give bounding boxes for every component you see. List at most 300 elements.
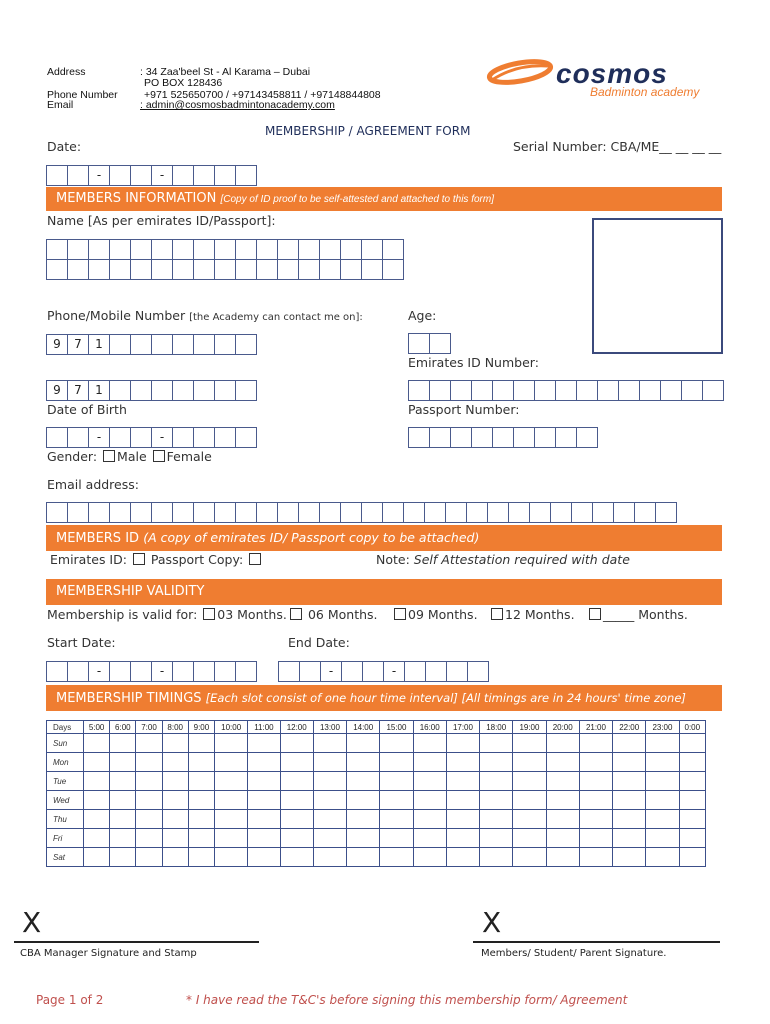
time-slot-cell[interactable] — [480, 753, 513, 772]
time-slot-cell[interactable] — [546, 753, 579, 772]
time-slot-cell[interactable] — [579, 734, 612, 753]
phone-boxes-2[interactable] — [46, 380, 256, 401]
name-box[interactable] — [67, 239, 89, 260]
time-slot-cell[interactable] — [579, 829, 612, 848]
time-slot-cell[interactable] — [248, 753, 280, 772]
dob-box[interactable] — [172, 427, 194, 448]
time-slot-cell[interactable] — [646, 810, 679, 829]
date-box[interactable] — [67, 165, 89, 186]
start-date-box[interactable] — [67, 661, 89, 682]
phone-box[interactable] — [193, 334, 215, 355]
emirates-id-box[interactable] — [702, 380, 724, 401]
age-box[interactable] — [429, 333, 451, 354]
name-box[interactable] — [298, 239, 320, 260]
email-box[interactable] — [193, 502, 215, 523]
start-date-box[interactable] — [172, 661, 194, 682]
start-date-box[interactable] — [109, 661, 131, 682]
time-slot-cell[interactable] — [380, 734, 413, 753]
time-slot-cell[interactable] — [188, 848, 214, 867]
passport-box[interactable] — [513, 427, 535, 448]
emirates-id-box[interactable] — [471, 380, 493, 401]
time-slot-cell[interactable] — [646, 848, 679, 867]
time-slot-cell[interactable] — [84, 829, 110, 848]
phone-boxes[interactable] — [46, 334, 256, 355]
time-slot-cell[interactable] — [215, 810, 248, 829]
time-slot-cell[interactable] — [84, 791, 110, 810]
age-box[interactable] — [408, 333, 430, 354]
start-date-boxes[interactable] — [46, 661, 256, 682]
phone-box[interactable] — [130, 334, 152, 355]
emirates-id-box[interactable] — [513, 380, 535, 401]
time-slot-cell[interactable] — [280, 772, 313, 791]
time-slot-cell[interactable] — [446, 791, 479, 810]
end-date-box[interactable] — [404, 661, 426, 682]
time-slot-cell[interactable] — [513, 791, 546, 810]
name-box[interactable] — [319, 259, 341, 280]
email-box[interactable] — [445, 502, 467, 523]
time-slot-cell[interactable] — [280, 734, 313, 753]
name-box[interactable] — [298, 259, 320, 280]
phone-box[interactable] — [130, 380, 152, 401]
end-date-box[interactable] — [446, 661, 468, 682]
time-slot-cell[interactable] — [513, 772, 546, 791]
time-slot-cell[interactable] — [513, 810, 546, 829]
male-checkbox[interactable] — [103, 450, 115, 462]
phone-box[interactable] — [151, 334, 173, 355]
time-slot-cell[interactable] — [188, 734, 214, 753]
time-slot-cell[interactable] — [313, 829, 346, 848]
time-slot-cell[interactable] — [679, 848, 705, 867]
phone-box[interactable] — [235, 334, 257, 355]
time-slot-cell[interactable] — [613, 791, 646, 810]
name-box[interactable] — [277, 239, 299, 260]
time-slot-cell[interactable] — [446, 810, 479, 829]
email-box[interactable] — [466, 502, 488, 523]
time-slot-cell[interactable] — [446, 772, 479, 791]
date-box[interactable] — [235, 165, 257, 186]
time-slot-cell[interactable] — [413, 829, 446, 848]
time-slot-cell[interactable] — [347, 753, 380, 772]
email-box[interactable] — [319, 502, 341, 523]
time-slot-cell[interactable] — [313, 848, 346, 867]
time-slot-cell[interactable] — [248, 810, 280, 829]
email-boxes[interactable] — [46, 502, 676, 523]
start-date-box[interactable] — [46, 661, 68, 682]
email-box[interactable] — [613, 502, 635, 523]
6-months-checkbox[interactable] — [290, 608, 302, 620]
emirates-id-box[interactable] — [429, 380, 451, 401]
time-slot-cell[interactable] — [613, 848, 646, 867]
dob-box[interactable] — [214, 427, 236, 448]
time-slot-cell[interactable] — [546, 734, 579, 753]
phone-box[interactable] — [235, 380, 257, 401]
time-slot-cell[interactable] — [110, 810, 136, 829]
name-box[interactable] — [235, 239, 257, 260]
passport-box[interactable] — [429, 427, 451, 448]
emirates-id-box[interactable] — [408, 380, 430, 401]
time-slot-cell[interactable] — [248, 772, 280, 791]
name-box[interactable] — [130, 259, 152, 280]
emirates-id-box[interactable] — [618, 380, 640, 401]
time-slot-cell[interactable] — [188, 772, 214, 791]
email-box[interactable] — [361, 502, 383, 523]
email-box[interactable] — [298, 502, 320, 523]
time-slot-cell[interactable] — [380, 772, 413, 791]
phone-box[interactable] — [151, 380, 173, 401]
passport-box[interactable] — [534, 427, 556, 448]
time-slot-cell[interactable] — [280, 848, 313, 867]
emirates-id-box[interactable] — [450, 380, 472, 401]
name-box[interactable] — [130, 239, 152, 260]
name-box[interactable] — [340, 239, 362, 260]
time-slot-cell[interactable] — [546, 772, 579, 791]
email-box[interactable] — [256, 502, 278, 523]
phone-box[interactable] — [172, 334, 194, 355]
name-box[interactable] — [319, 239, 341, 260]
time-slot-cell[interactable] — [136, 829, 162, 848]
time-slot-cell[interactable] — [347, 772, 380, 791]
time-slot-cell[interactable] — [446, 829, 479, 848]
passport-copy-checkbox[interactable] — [249, 553, 261, 565]
time-slot-cell[interactable] — [136, 772, 162, 791]
age-boxes[interactable] — [408, 333, 450, 354]
name-box[interactable] — [256, 259, 278, 280]
start-date-box[interactable] — [235, 661, 257, 682]
date-box[interactable] — [193, 165, 215, 186]
name-boxes-row1[interactable] — [46, 239, 403, 260]
emirates-id-box[interactable] — [597, 380, 619, 401]
time-slot-cell[interactable] — [579, 791, 612, 810]
time-slot-cell[interactable] — [280, 753, 313, 772]
email-box[interactable] — [634, 502, 656, 523]
phone-box[interactable] — [172, 380, 194, 401]
time-slot-cell[interactable] — [215, 791, 248, 810]
time-slot-cell[interactable] — [446, 848, 479, 867]
name-box[interactable] — [277, 259, 299, 280]
time-slot-cell[interactable] — [110, 734, 136, 753]
name-box[interactable] — [382, 259, 404, 280]
time-slot-cell[interactable] — [84, 848, 110, 867]
time-slot-cell[interactable] — [84, 734, 110, 753]
name-box[interactable] — [235, 259, 257, 280]
passport-box[interactable] — [576, 427, 598, 448]
time-slot-cell[interactable] — [110, 829, 136, 848]
phone-box[interactable]: 9 — [46, 380, 68, 401]
name-box[interactable] — [88, 259, 110, 280]
time-slot-cell[interactable] — [613, 734, 646, 753]
time-slot-cell[interactable] — [215, 848, 248, 867]
time-slot-cell[interactable] — [380, 810, 413, 829]
time-slot-cell[interactable] — [110, 791, 136, 810]
name-box[interactable] — [361, 259, 383, 280]
3-months-checkbox[interactable] — [203, 608, 215, 620]
email-box[interactable] — [655, 502, 677, 523]
email-box[interactable] — [340, 502, 362, 523]
time-slot-cell[interactable] — [480, 810, 513, 829]
time-slot-cell[interactable] — [413, 734, 446, 753]
dob-box[interactable] — [130, 427, 152, 448]
time-slot-cell[interactable] — [248, 829, 280, 848]
time-slot-cell[interactable] — [413, 753, 446, 772]
name-box[interactable] — [256, 239, 278, 260]
name-box[interactable] — [151, 259, 173, 280]
9-months-checkbox[interactable] — [394, 608, 406, 620]
time-slot-cell[interactable] — [613, 772, 646, 791]
name-boxes-row2[interactable] — [46, 259, 403, 280]
time-slot-cell[interactable] — [613, 753, 646, 772]
custom-months-checkbox[interactable] — [589, 608, 601, 620]
time-slot-cell[interactable] — [413, 791, 446, 810]
dob-boxes[interactable] — [46, 427, 256, 448]
time-slot-cell[interactable] — [162, 772, 188, 791]
phone-box[interactable]: 7 — [67, 334, 89, 355]
time-slot-cell[interactable] — [347, 791, 380, 810]
date-box[interactable] — [130, 165, 152, 186]
time-slot-cell[interactable] — [679, 810, 705, 829]
dob-box[interactable] — [235, 427, 257, 448]
time-slot-cell[interactable] — [136, 810, 162, 829]
date-box[interactable] — [172, 165, 194, 186]
name-box[interactable] — [109, 239, 131, 260]
time-slot-cell[interactable] — [188, 810, 214, 829]
email-box[interactable] — [571, 502, 593, 523]
time-slot-cell[interactable] — [679, 791, 705, 810]
time-slot-cell[interactable] — [579, 753, 612, 772]
emirates-id-box[interactable] — [660, 380, 682, 401]
passport-box[interactable] — [408, 427, 430, 448]
time-slot-cell[interactable] — [546, 848, 579, 867]
time-slot-cell[interactable] — [136, 753, 162, 772]
time-slot-cell[interactable] — [446, 753, 479, 772]
date-box[interactable] — [109, 165, 131, 186]
member-signature-line[interactable] — [473, 941, 720, 943]
emirates-id-box[interactable] — [681, 380, 703, 401]
email-box[interactable] — [487, 502, 509, 523]
time-slot-cell[interactable] — [84, 753, 110, 772]
end-date-box[interactable] — [341, 661, 363, 682]
time-slot-cell[interactable] — [347, 848, 380, 867]
time-slot-cell[interactable] — [248, 791, 280, 810]
time-slot-cell[interactable] — [380, 753, 413, 772]
end-date-boxes[interactable] — [278, 661, 488, 682]
email-box[interactable] — [109, 502, 131, 523]
time-slot-cell[interactable] — [110, 753, 136, 772]
time-slot-cell[interactable] — [136, 848, 162, 867]
phone-box[interactable]: 9 — [46, 334, 68, 355]
email-box[interactable] — [46, 502, 68, 523]
start-date-box[interactable] — [214, 661, 236, 682]
time-slot-cell[interactable] — [646, 772, 679, 791]
name-box[interactable] — [46, 239, 68, 260]
phone-box[interactable] — [193, 380, 215, 401]
time-slot-cell[interactable] — [347, 810, 380, 829]
email-box[interactable] — [592, 502, 614, 523]
name-box[interactable] — [214, 239, 236, 260]
end-date-box[interactable] — [425, 661, 447, 682]
phone-box[interactable] — [214, 380, 236, 401]
time-slot-cell[interactable] — [215, 772, 248, 791]
email-box[interactable] — [508, 502, 530, 523]
email-box[interactable] — [424, 502, 446, 523]
phone-box[interactable]: 1 — [88, 380, 110, 401]
time-slot-cell[interactable] — [347, 734, 380, 753]
female-checkbox[interactable] — [153, 450, 165, 462]
time-slot-cell[interactable] — [480, 829, 513, 848]
time-slot-cell[interactable] — [646, 791, 679, 810]
time-slot-cell[interactable] — [513, 753, 546, 772]
time-slot-cell[interactable] — [679, 829, 705, 848]
email-box[interactable] — [529, 502, 551, 523]
time-slot-cell[interactable] — [215, 753, 248, 772]
time-slot-cell[interactable] — [646, 753, 679, 772]
time-slot-cell[interactable] — [215, 829, 248, 848]
phone-box[interactable] — [214, 334, 236, 355]
time-slot-cell[interactable] — [679, 772, 705, 791]
time-slot-cell[interactable] — [313, 772, 346, 791]
time-slot-cell[interactable] — [613, 829, 646, 848]
emirates-id-box[interactable] — [534, 380, 556, 401]
end-date-box[interactable] — [362, 661, 384, 682]
time-slot-cell[interactable] — [480, 734, 513, 753]
email-box[interactable] — [130, 502, 152, 523]
passport-box[interactable] — [555, 427, 577, 448]
time-slot-cell[interactable] — [313, 753, 346, 772]
email-box[interactable] — [214, 502, 236, 523]
end-date-box[interactable] — [467, 661, 489, 682]
time-slot-cell[interactable] — [162, 753, 188, 772]
time-slot-cell[interactable] — [188, 753, 214, 772]
end-date-box[interactable] — [278, 661, 300, 682]
name-box[interactable] — [382, 239, 404, 260]
time-slot-cell[interactable] — [162, 791, 188, 810]
time-slot-cell[interactable] — [380, 848, 413, 867]
name-box[interactable] — [109, 259, 131, 280]
name-box[interactable] — [151, 239, 173, 260]
time-slot-cell[interactable] — [679, 734, 705, 753]
emirates-id-boxes[interactable] — [408, 380, 723, 401]
time-slot-cell[interactable] — [347, 829, 380, 848]
time-slot-cell[interactable] — [613, 810, 646, 829]
start-date-box[interactable] — [130, 661, 152, 682]
time-slot-cell[interactable] — [188, 791, 214, 810]
dob-box[interactable] — [46, 427, 68, 448]
passport-box[interactable] — [492, 427, 514, 448]
time-slot-cell[interactable] — [513, 848, 546, 867]
date-box[interactable] — [214, 165, 236, 186]
dob-box[interactable] — [109, 427, 131, 448]
time-slot-cell[interactable] — [162, 829, 188, 848]
time-slot-cell[interactable] — [313, 734, 346, 753]
name-box[interactable] — [67, 259, 89, 280]
name-box[interactable] — [172, 239, 194, 260]
passport-boxes[interactable] — [408, 427, 597, 448]
passport-box[interactable] — [450, 427, 472, 448]
emirates-id-checkbox[interactable] — [133, 553, 145, 565]
time-slot-cell[interactable] — [280, 810, 313, 829]
time-slot-cell[interactable] — [579, 848, 612, 867]
time-slot-cell[interactable] — [579, 772, 612, 791]
name-box[interactable] — [172, 259, 194, 280]
time-slot-cell[interactable] — [546, 791, 579, 810]
phone-box[interactable]: 7 — [67, 380, 89, 401]
emirates-id-box[interactable] — [555, 380, 577, 401]
emirates-id-box[interactable] — [576, 380, 598, 401]
email-box[interactable] — [67, 502, 89, 523]
time-slot-cell[interactable] — [413, 848, 446, 867]
time-slot-cell[interactable] — [313, 810, 346, 829]
manager-signature-line[interactable] — [14, 941, 259, 943]
time-slot-cell[interactable] — [215, 734, 248, 753]
name-box[interactable] — [88, 239, 110, 260]
time-slot-cell[interactable] — [280, 829, 313, 848]
date-boxes[interactable] — [46, 165, 256, 186]
time-slot-cell[interactable] — [188, 829, 214, 848]
time-slot-cell[interactable] — [380, 791, 413, 810]
email-box[interactable] — [172, 502, 194, 523]
time-slot-cell[interactable] — [579, 810, 612, 829]
email-box[interactable] — [550, 502, 572, 523]
time-slot-cell[interactable] — [313, 791, 346, 810]
name-box[interactable] — [340, 259, 362, 280]
time-slot-cell[interactable] — [84, 810, 110, 829]
time-slot-cell[interactable] — [513, 829, 546, 848]
time-slot-cell[interactable] — [162, 810, 188, 829]
time-slot-cell[interactable] — [162, 734, 188, 753]
phone-box[interactable] — [109, 380, 131, 401]
time-slot-cell[interactable] — [480, 791, 513, 810]
time-slot-cell[interactable] — [110, 848, 136, 867]
email-box[interactable] — [382, 502, 404, 523]
email-box[interactable] — [151, 502, 173, 523]
end-date-box[interactable] — [299, 661, 321, 682]
time-slot-cell[interactable] — [380, 829, 413, 848]
name-box[interactable] — [193, 259, 215, 280]
time-slot-cell[interactable] — [546, 829, 579, 848]
time-slot-cell[interactable] — [248, 848, 280, 867]
12-months-checkbox[interactable] — [491, 608, 503, 620]
date-box[interactable] — [46, 165, 68, 186]
time-slot-cell[interactable] — [162, 848, 188, 867]
time-slot-cell[interactable] — [646, 734, 679, 753]
email-box[interactable] — [277, 502, 299, 523]
name-box[interactable] — [193, 239, 215, 260]
email-box[interactable] — [235, 502, 257, 523]
name-box[interactable] — [46, 259, 68, 280]
name-box[interactable] — [361, 239, 383, 260]
name-box[interactable] — [214, 259, 236, 280]
time-slot-cell[interactable] — [110, 772, 136, 791]
dob-box[interactable] — [193, 427, 215, 448]
time-slot-cell[interactable] — [679, 753, 705, 772]
time-slot-cell[interactable] — [413, 810, 446, 829]
time-slot-cell[interactable] — [280, 791, 313, 810]
time-slot-cell[interactable] — [136, 734, 162, 753]
time-slot-cell[interactable] — [480, 772, 513, 791]
time-slot-cell[interactable] — [446, 734, 479, 753]
phone-box[interactable]: 1 — [88, 334, 110, 355]
time-slot-cell[interactable] — [480, 848, 513, 867]
email-box[interactable] — [403, 502, 425, 523]
time-slot-cell[interactable] — [413, 772, 446, 791]
time-slot-cell[interactable] — [136, 791, 162, 810]
email-link[interactable]: : admin@cosmosbadmintonacademy.com — [140, 99, 335, 111]
phone-box[interactable] — [109, 334, 131, 355]
dob-box[interactable] — [67, 427, 89, 448]
passport-box[interactable] — [471, 427, 493, 448]
email-box[interactable] — [88, 502, 110, 523]
time-slot-cell[interactable] — [513, 734, 546, 753]
start-date-box[interactable] — [193, 661, 215, 682]
